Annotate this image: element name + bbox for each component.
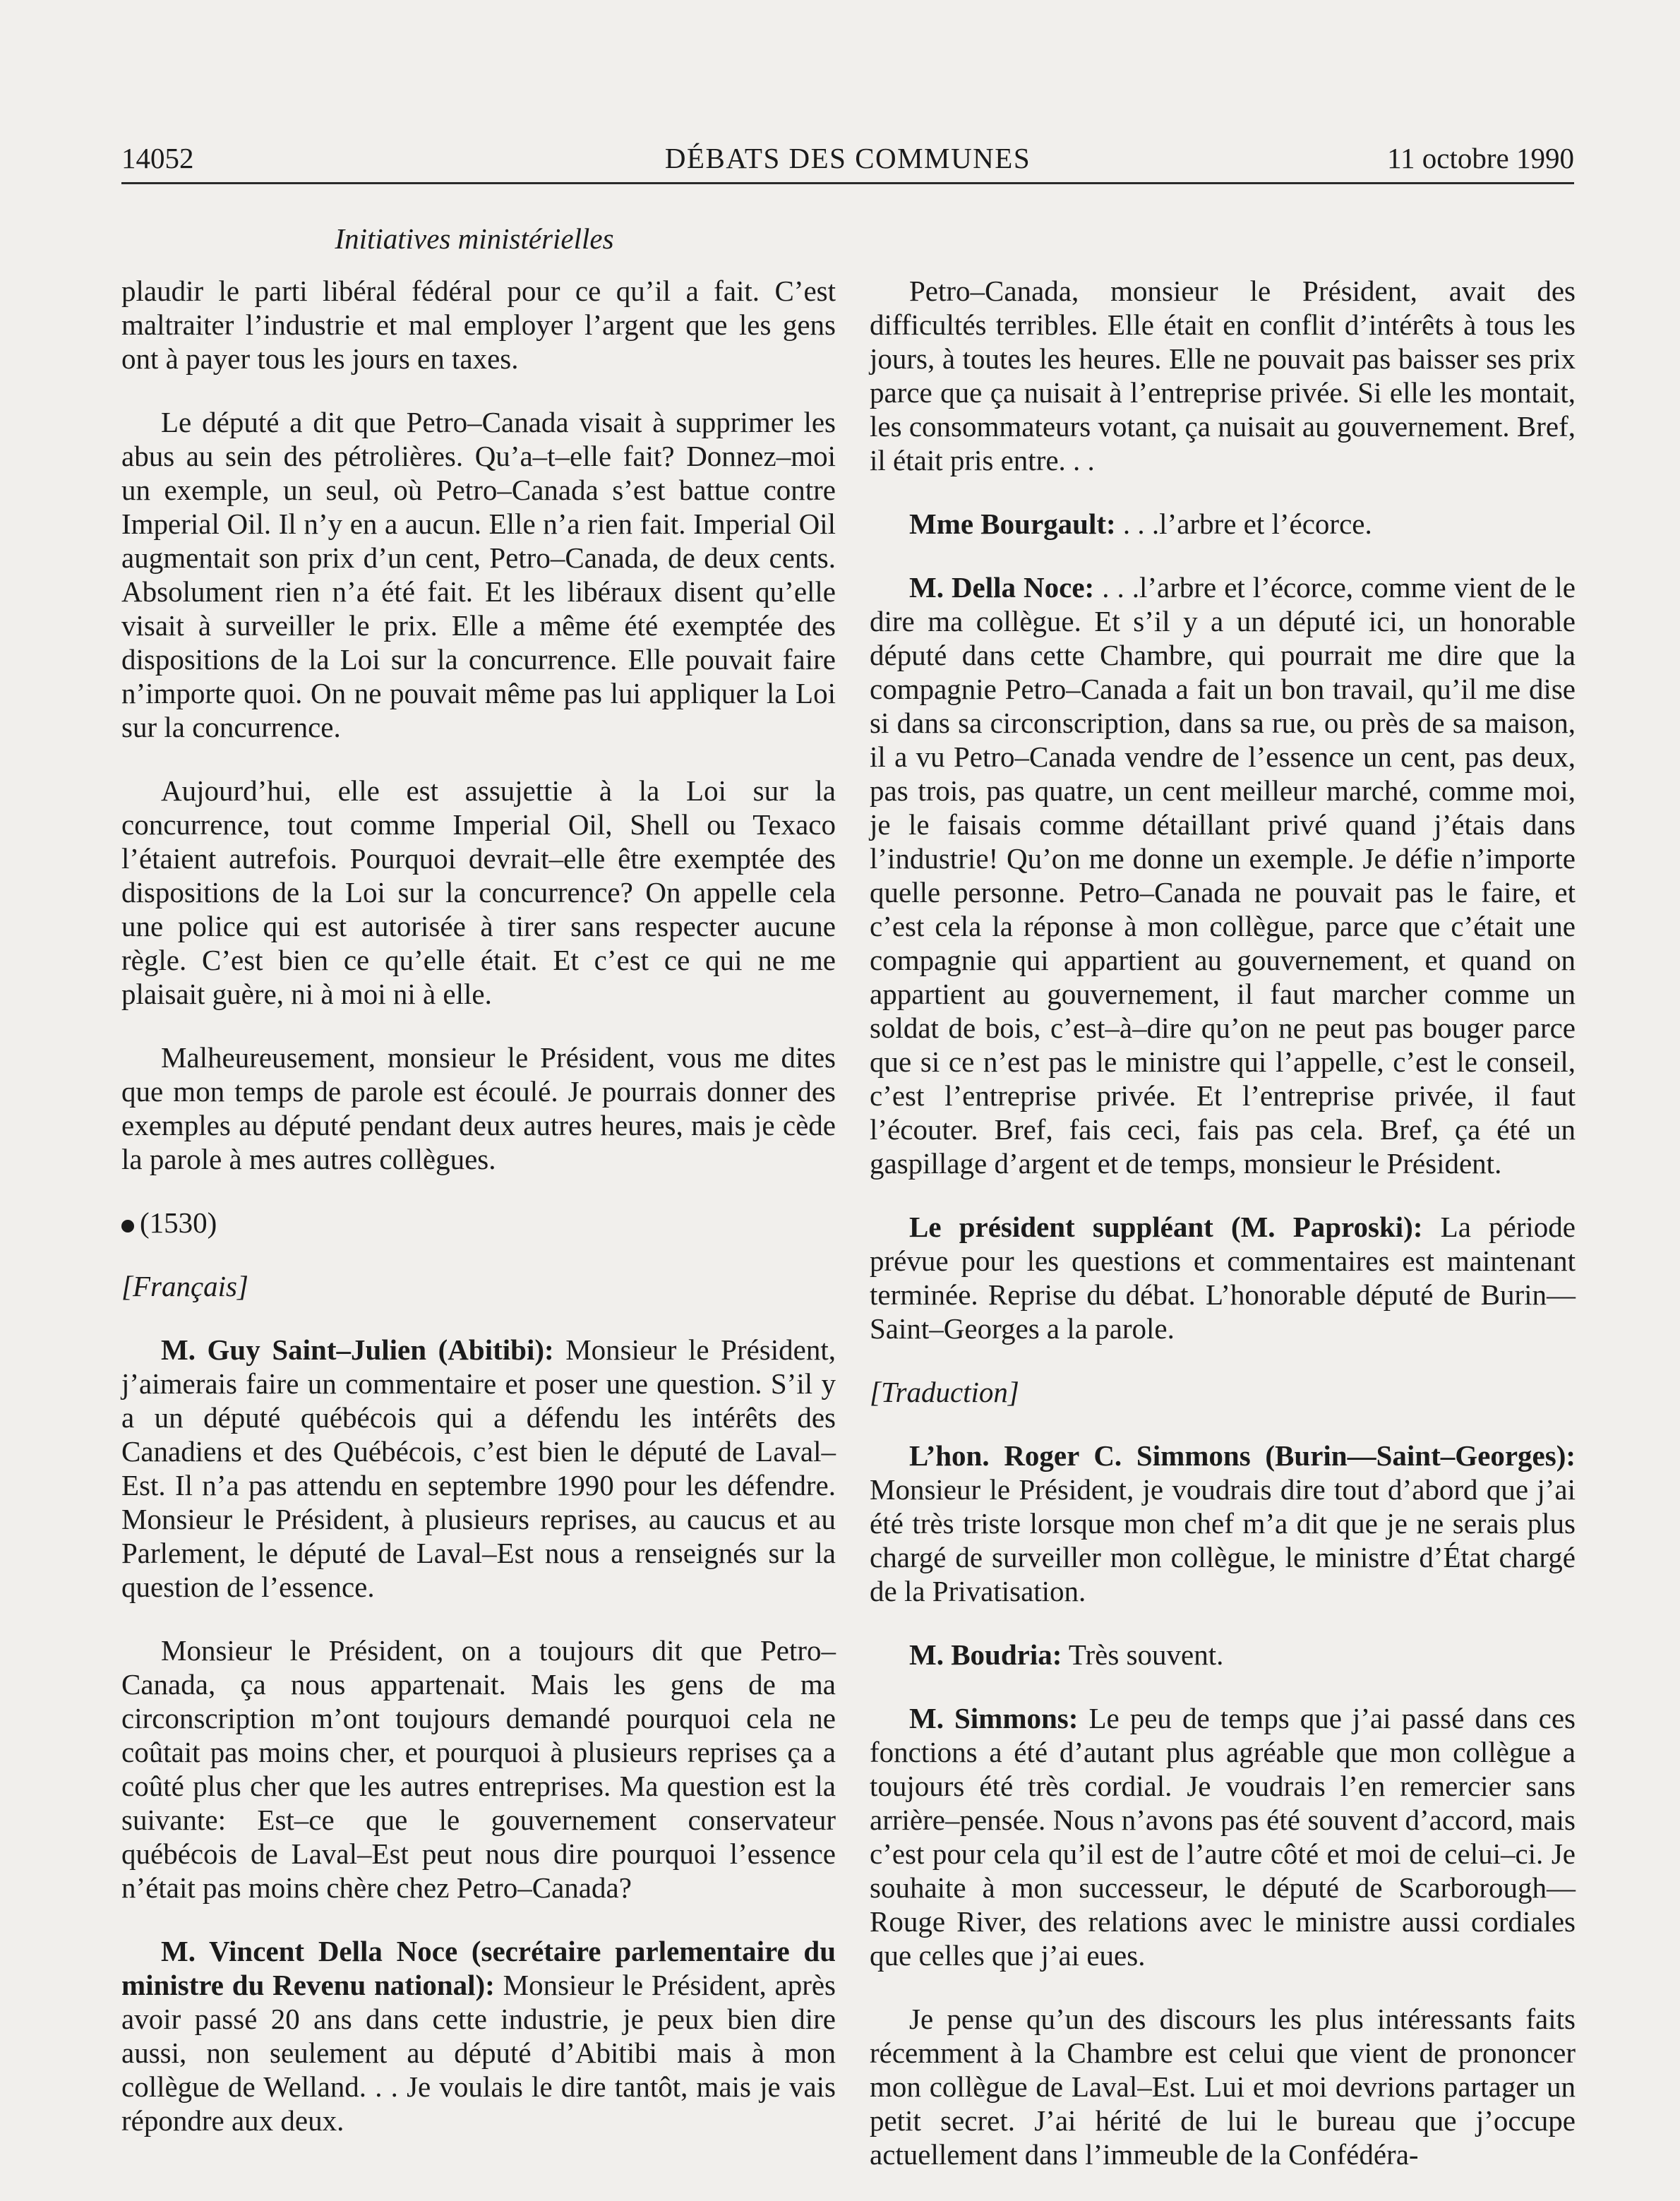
section-heading: Initiatives ministérielles [335,222,614,255]
speaker-name: Le président suppléant (M. Paproski): [909,1211,1423,1243]
page-number: 14052 [121,142,194,174]
speaker-name: M. Guy Saint–Julien (Abitibi): [161,1333,554,1366]
speech-text: La période prévue pour les questions et commentaires est maintenant terminée. Reprise du débat. L’honorable député de Burin—Saint–Georges a la parole. [870,1211,1576,1345]
speech-text: Le peu de temps que j’ai passé dans ces fonctions a été d’autant plus agréable que mon collègue a toujours été très cordial. Je voudrais l’en remercier sans arrière–pensée. Nous n’avons pas été souvent d’accord, mais c’est pour cela qu’il est de l’autre côté et moi de celui–ci. Je souhaite à mon successeur, le député de Scarborough—Rouge River, des relations avec le ministre aussi cordiales que celles que j’ai eues. [870,1702,1576,1972]
paragraph: Petro–Canada, monsieur le Président, avait des difficultés terribles. Elle était en conflit d’intérêts à tous les jours, à toutes les heures. Elle ne pouvait pas baisser ses prix parce que ça nuisait à l’entreprise privée. Si elle les montait, les consommateurs votant, ça nuisait au gouvernement. Bref, il était pris entre. . . [870,275,1576,476]
speech-text: . . .l’arbre et l’écorce, comme vient de le dire ma collègue. Et s’il y a un député ici, un honorable député dans cette Chambre, qui pourrait me dire que la compagnie Petro–Canada a fait un bon travail, qu’il me dise si dans sa circonscription, dans sa rue, ou près de sa maison, il a vu Petro–Canada vendre de l’essence un cent, pas deux, pas trois, pas quatre, un cent meilleur marché, comme moi, je le faisais comme détaillant privé quand j’étais dans l’industrie! Qu’on me donne un exemple. Je défie n’importe quelle personne. Petro–Canada ne pouvait pas le faire, et c’est cela la réponse à mon collègue, parce que c’était une compagnie qui appartient au gouvernement, et quand on appartient au gouvernement, il faut marcher comme un soldat de bois, c’est–à–dire qu’on ne peut pas bouger parce que si ce n’est pas le ministre qui l’appelle, c’est le conseil, c’est l’entreprise privée. Et l’entreprise privée, il faut l’écouter. Bref, fais ceci, fais pas cela. Bref, ça été un gaspillage d’argent et de temps, monsieur le Président. [870,571,1576,1180]
language-tag: [Français] [121,1270,248,1302]
paragraph: Je pense qu’un des discours les plus intéressants faits récemment à la Chambre est celui que vient de prononcer mon collègue de Laval–Est. Lui et moi devrions partager un petit secret. J’ai hérité de lui le bureau que j’occupe actuellement dans l’immeuble de la Confédéra- [870,2003,1576,2171]
speech-paragraph [121,1333,836,1604]
header-rule [121,182,1574,184]
time-marker-text: (1530) [140,1206,217,1239]
speech-paragraph [870,570,1576,1180]
paragraph: Le député a dit que Petro–Canada visait à supprimer les abus au sein des pétrolières. Qu’a–t–elle fait? Donnez–moi un exemple, un seul, où Petro–Canada s’est battue contre Imperial Oil. Il n’y en a aucun. Elle n’a rien fait. Imperial Oil augmentait son prix d’un cent, Petro–Canada, de deux cents. Absolument rien n’a été fait. Et les libéraux disent qu’elle visait à surveiller le prix. Elle a même été exemptée des dispositions de la Loi sur la concurrence. Elle pouvait faire n’importe quoi. On ne pouvait même pas lui appliquer la Loi sur la concurrence. [121,406,836,743]
speech-paragraph [870,1439,1576,1608]
publication-title: DÉBATS DES COMMUNES [664,142,1031,174]
paragraph: Aujourd’hui, elle est assujettie à la Loi sur la concurrence, tout comme Imperial Oil, Shell ou Texaco l’étaient autrefois. Pourquoi devrait–elle être exemptée des dispositions de la Loi sur la concurrence? On appelle cela une police qui est autorisée à tirer sans respecter aucune règle. C’est bien ce qu’elle était. Et c’est ce qui ne me plaisait guère, ni à moi ni à elle. [121,774,836,1010]
speech-paragraph [870,1638,1576,1672]
publication-date: 11 octobre 1990 [1387,142,1574,174]
speaker-name: M. Simmons: [909,1702,1079,1734]
speech-text: Très souvent. [1062,1638,1224,1671]
language-tag: [Traduction] [870,1376,1019,1408]
paragraph: Malheureusement, monsieur le Président, vous me dites que mon temps de parole est écoulé. Je pourrais donner des exemples au député pendant deux autres heures, mais je cède la parole à mes autres collègues. [121,1041,836,1175]
right-column [870,274,1576,2201]
time-marker [121,1206,836,1240]
speech-text: Monsieur le Président, je voudrais dire tout d’abord que j’ai été très triste lorsque mon chef m’a dit que je ne serais plus chargé de surveiller mon collègue, le ministre d’État chargé de la Privatisation. [870,1473,1576,1607]
speaker-name: M. Vincent Della Noce (secrétaire parlementaire du ministre du Revenu national): [121,1935,836,2001]
paragraph: plaudir le parti libéral fédéral pour ce qu’il a fait. C’est maltraiter l’industrie et mal employer l’argent que les gens ont à payer tous les jours en taxes. [121,275,836,375]
left-column [121,274,836,2167]
speech-text: Monsieur le Président, après avoir passé 20 ans dans cette industrie, je peux bien dire aussi, non seulement au député d’Abitibi mais à mon collègue de Welland. . . Je voulais le dire tantôt, mais je vais répondre aux deux. [121,1969,836,2137]
speech-text: Monsieur le Président, j’aimerais faire un commentaire et poser une question. S’il y a un député québécois qui a défendu les intérêts des Canadiens et des Québécois, c’est bien le député de Laval–Est. Il n’a pas attendu en septembre 1990 pour les défendre. Monsieur le Président, à plusieurs reprises, au caucus et au Parlement, le député de Laval–Est nous a renseignés sur la question de l’essence. [121,1333,836,1603]
page-header [121,138,1574,181]
speaker-name: Mme Bourgault: [909,508,1116,540]
speech-paragraph [121,1934,836,2137]
speech-paragraph [870,507,1576,541]
speech-paragraph [870,1701,1576,1972]
paragraph: Monsieur le Président, on a toujours dit que Petro–Canada, ça nous appartenait. Mais les gens de ma circonscription m’ont toujours demandé pourquoi cela ne coûtait pas moins cher, et pourquoi à plusieurs reprises ça a coûté plus cher que les autres entreprises. Ma question est la suivante: Est–ce que le gouvernement conservateur québécois de Laval–Est peut nous dire pourquoi l’essence n’était pas moins chère chez Petro–Canada? [121,1634,836,1904]
speaker-name: M. Boudria: [909,1638,1062,1671]
speaker-name: M. Della Noce: [909,571,1095,604]
speaker-name: L’hon. Roger C. Simmons (Burin—Saint–Georges): [909,1439,1576,1472]
speech-paragraph [870,1210,1576,1345]
bullet-icon [121,1220,134,1233]
speech-text: . . .l’arbre et l’écorce. [1115,508,1372,540]
